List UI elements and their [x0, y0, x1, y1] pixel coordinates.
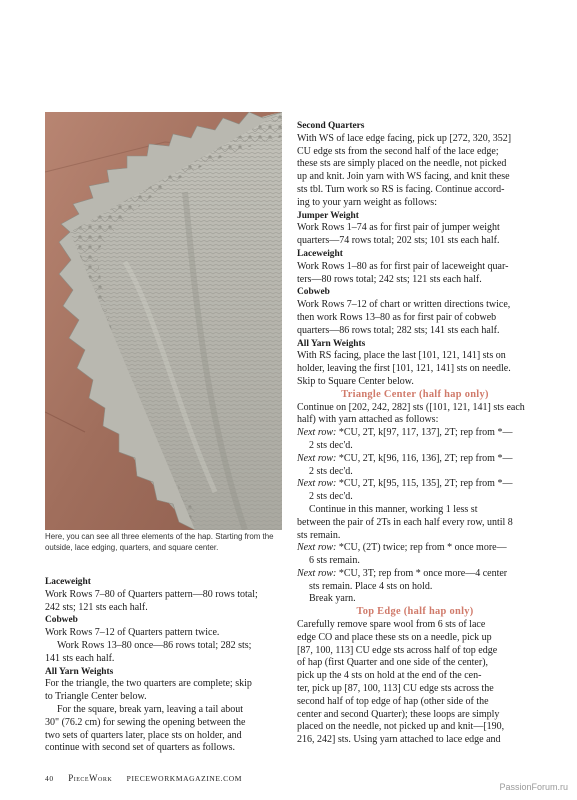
text-line: second half of top edge of hap (other side of the — [297, 695, 489, 707]
instruction-row — [297, 453, 533, 466]
text-line: For the triangle, the two quarters are complete; skip — [45, 678, 252, 690]
text-line: 141 sts each half. — [45, 652, 115, 664]
instruction-row — [297, 478, 533, 491]
subheading: Second Quarters — [297, 121, 365, 131]
page-footer — [45, 773, 254, 783]
text-line: Work Rows 7–12 of Quarters pattern twice. — [45, 627, 220, 639]
page-number: 40 — [45, 774, 54, 783]
text-line: half) with yarn attached as follows: — [297, 414, 439, 426]
text-line: Break yarn. — [309, 593, 356, 605]
text-line: CU edge sts from the second half of the lace edge; — [297, 145, 499, 157]
watermark: PassionForum.ru — [499, 782, 568, 792]
subheading: All Yarn Weights — [45, 666, 114, 677]
text-line: of hap (first Quarter and one side of the center), — [297, 657, 489, 669]
text-line: quarters—74 rows total; 202 sts; 101 sts each half. — [297, 235, 500, 247]
text-line: For the square, break yarn, leaving a tail about — [57, 703, 244, 715]
text-line: 2 sts dec'd. — [309, 439, 353, 451]
subheading: Laceweight — [45, 577, 91, 587]
section-heading-top-edge: Top Edge (half hap only) — [356, 606, 474, 618]
text-line: then work Rows 13–80 as for first pair of cobweb — [297, 311, 497, 323]
text-line: 2 sts dec'd. — [309, 465, 353, 477]
section-heading-triangle-center: Triangle Center (half hap only) — [341, 388, 489, 400]
text-line: 30" (76.2 cm) for sewing the opening between the — [45, 716, 246, 728]
row-label: Next row: — [297, 478, 337, 490]
text-line: 242 sts; 121 sts each half. — [45, 601, 148, 613]
subheading: Cobweb — [297, 287, 330, 298]
text-line: Work Rows 7–80 of Quarters pattern—80 rows total; — [45, 588, 258, 600]
subheading: Jumper Weight — [297, 210, 359, 221]
text-line: continue with second set of quarters as follows. — [45, 742, 235, 754]
text-line: sts remain. Place 4 sts on hold. — [309, 580, 433, 592]
subheading: All Yarn Weights — [297, 338, 366, 349]
text-line: ing to your yarn weight as follows: — [297, 196, 437, 208]
subheading: Laceweight — [297, 248, 343, 259]
subheading: Cobweb — [45, 615, 78, 626]
text-line: placed on the needle, not picked up and knit—[190, — [297, 721, 505, 733]
text-line: pick up the 4 sts on hold at the end of the cen- — [297, 670, 482, 682]
row-label: Next row: — [297, 452, 337, 464]
row-label: Next row: — [297, 542, 337, 554]
text-line: With RS facing, place the last [101, 121, 141] sts on — [297, 350, 506, 362]
text-line: Carefully remove spare wool from 6 sts of lace — [297, 619, 486, 631]
text-line: Continue in this manner, working 1 less st — [309, 503, 478, 515]
row-text: *CU, (2T) twice; rep from * once more— — [338, 542, 507, 554]
text-line: up and knit. Join yarn with WS facing, and knit these — [297, 171, 510, 183]
row-text: *CU, 3T; rep from * once more—4 center — [338, 567, 508, 579]
text-line: 2 sts dec'd. — [309, 491, 353, 503]
text-line: quarters—86 rows total; 282 sts; 141 sts each half. — [297, 324, 500, 336]
text-line: [87, 100, 113] CU edge sts across half of top edge — [297, 644, 498, 656]
text-line: between the pair of 2Ts in each half every row, until 8 — [297, 516, 513, 528]
text-line: holder, leaving the first [101, 121, 141] sts on needle. — [297, 363, 511, 375]
shawl-photo — [45, 112, 282, 530]
text-line: ters—80 rows total; 242 sts; 121 sts each half. — [297, 273, 482, 285]
text-line: edge CO and place these sts on a needle, pick up — [297, 631, 492, 643]
row-label: Next row: — [297, 427, 337, 439]
text-line: Skip to Square Center below. — [297, 375, 414, 387]
text-line: Work Rows 1–74 as for first pair of jumper weight — [297, 222, 500, 234]
photo-caption: Here, you can see all three elements of the hap. Starting from the outside, lace edging, quarters, and square center. — [45, 532, 274, 552]
text-line: sts tbl. Turn work so RS is facing. Continue accord- — [297, 183, 505, 195]
text-line: Work Rows 7–12 of chart or written directions twice, — [297, 299, 511, 311]
text-line: to Triangle Center below. — [45, 691, 147, 703]
text-line: ter, pick up [87, 100, 113] CU edge sts across the — [297, 683, 494, 695]
row-text: *CU, 2T, k[96, 116, 136], 2T; rep from *— — [338, 452, 513, 464]
text-line: center and second Quarter); these loops are simply — [297, 708, 500, 720]
row-text: *CU, 2T, k[97, 117, 137], 2T; rep from *— — [338, 427, 513, 439]
text-line: Work Rows 13–80 once—86 rows total; 282 sts; — [57, 639, 252, 651]
text-line: With WS of lace edge facing, pick up [272, 320, 352] — [297, 132, 512, 144]
instruction-row — [297, 568, 533, 581]
left-column — [45, 576, 282, 755]
text-line: Work Rows 1–80 as for first pair of laceweight quar- — [297, 260, 509, 272]
text-line: 6 sts remain. — [309, 555, 360, 567]
magazine-url: PIECEWORKMAGAZINE.COM — [126, 774, 242, 783]
instruction-row — [297, 542, 533, 555]
text-line: these sts are simply placed on the needle, not picked — [297, 158, 507, 170]
text-line: 216, 242] sts. Using yarn attached to lace edge and — [297, 734, 501, 746]
text-line: two sets of quarters later, place sts on holder, and — [45, 729, 242, 741]
row-label: Next row: — [297, 567, 337, 579]
row-text: *CU, 2T, k[95, 115, 135], 2T; rep from *— — [338, 478, 513, 490]
right-column — [297, 120, 533, 747]
magazine-name: PieceWork — [68, 773, 113, 783]
text-line: sts remain. — [297, 529, 341, 541]
instruction-row — [297, 427, 533, 440]
text-line: Continue on [202, 242, 282] sts ([101, 121, 141] sts each — [297, 401, 525, 413]
